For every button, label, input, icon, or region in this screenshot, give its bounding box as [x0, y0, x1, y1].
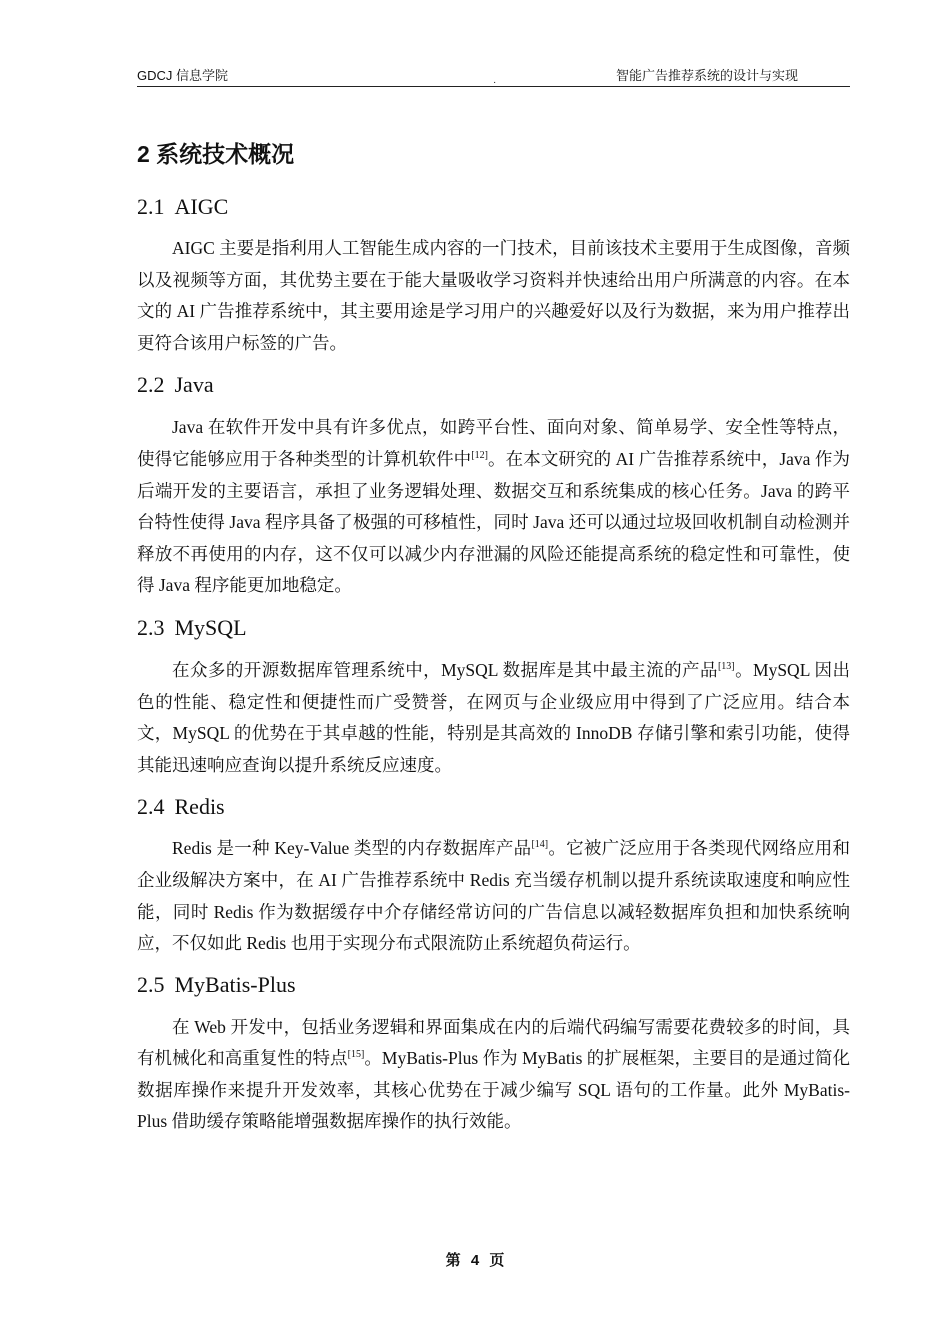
section-number: 2.5 — [137, 971, 165, 997]
page-header — [137, 66, 850, 87]
page-number-prefix: 第 — [445, 1252, 461, 1269]
section-number: 2.1 — [137, 194, 165, 219]
page-number-suffix: 页 — [489, 1252, 505, 1269]
paragraph-mysql — [137, 655, 850, 781]
paragraph-mybatis-plus — [137, 1012, 850, 1138]
section-heading-redis — [137, 792, 850, 822]
paragraph-text: Java 在软件开发中具有许多优点，如跨平台性、面向对象、简单易学、安全性等特点，使得它能够应用于各种类型的计算机软件中 — [137, 417, 850, 469]
page-number: 4 — [470, 1252, 480, 1269]
section-number: 2.2 — [137, 372, 165, 398]
section-heading-java — [137, 370, 850, 400]
paragraph-text: 。在本文研究的 AI 广告推荐系统中，Java 作为后端开发的主要语言，承担了业务逻辑处理、数据交互和系统集成的核心任务。Java 的跨平台特性使得 Java 程序具备了极强的可移植性，同时 Java 还可以通过垃圾回收机制自动检测并释放不再使用的内存，这不仅可以减少内存泄漏的风险还能提高系统的稳定性和可靠性，使得 Java 程序能更加地稳定。 — [137, 448, 851, 596]
citation-ref: [15] — [347, 1049, 365, 1061]
paragraph-redis — [137, 833, 850, 959]
paragraph-text: 在 Web 开发中，包括业务逻辑和界面集成在内的后端代码编写需要花费较多的时间，具有机械化和高重复性的特点 — [137, 1016, 850, 1069]
paragraph-java — [137, 412, 850, 602]
header-mark: · — [493, 77, 497, 88]
section-title: Redis — [174, 794, 225, 820]
header-institution: GDCJ 信息学院 — [137, 68, 229, 83]
header-thesis-title: 智能广告推荐系统的设计与实现 — [615, 68, 798, 83]
section-title: MySQL — [174, 614, 247, 640]
section-number: 2.4 — [137, 794, 165, 820]
section-heading-mysql — [137, 613, 850, 643]
citation-ref: [12] — [471, 449, 488, 461]
paragraph-text: 。MyBatis-Plus 作为 MyBatis 的扩展框架，主要目的是通过简化数据库操作来提升开发效率，其核心优势在于减少编写 SQL 语句的工作量。此外 MyBatis-Plus 借助缓存策略能增强数据库操作的执行效能。 — [137, 1048, 851, 1132]
paragraph-text: Redis 是一种 Key-Value 类型的内存数据库产品 — [172, 838, 532, 859]
chapter-title: 2 系统技术概况 — [137, 141, 295, 167]
page-body — [137, 130, 850, 1138]
section-number: 2.3 — [137, 614, 165, 640]
section-heading-aigc — [137, 192, 850, 222]
paragraph-text: 。MySQL 因出色的性能、稳定性和便捷性而广受赞誉，在网页与企业级应用中得到了广泛应用。结合本文，MySQL 的优势在于其卓越的性能，特别是其高效的 InnoDB 存储引擎和索引功能，使得其能迅速响应查询以提升系统反应速度。 — [137, 659, 850, 775]
section-title: AIGC — [174, 194, 229, 219]
section-heading-mybatis-plus — [137, 970, 850, 1000]
paragraph-aigc: AIGC 主要是指利用人工智能生成内容的一门技术，目前该技术主要用于生成图像，音频以及视频等方面，其优势主要在于能大量吸收学习资料并快速给出用户所满意的内容。在本文的 AI 广告推荐系统中，其主要用途是学习用户的兴趣爱好以及行为数据，来为用户推荐出更符合该用户标签的广告。 — [137, 238, 850, 353]
citation-ref: [14] — [531, 839, 549, 851]
section-title: MyBatis-Plus — [174, 971, 296, 997]
paragraph-text: 在众多的开源数据库管理系统中，MySQL 数据库是其中最主流的产品 — [172, 659, 718, 680]
page-footer — [0, 1249, 950, 1270]
section-title: Java — [174, 372, 214, 398]
paragraph-text: 。它被广泛应用于各类现代网络应用和企业级解决方案中，在 AI 广告推荐系统中 Redis 充当缓存机制以提升系统读取速度和响应性能，同时 Redis 作为数据缓存中介存储经常访问的广告信息以减轻数据库负担和加快系统响应，不仅如此 Redis 也用于实现分布式限流防止系统超负荷运行。 — [137, 838, 850, 954]
citation-ref: [13] — [717, 660, 735, 672]
